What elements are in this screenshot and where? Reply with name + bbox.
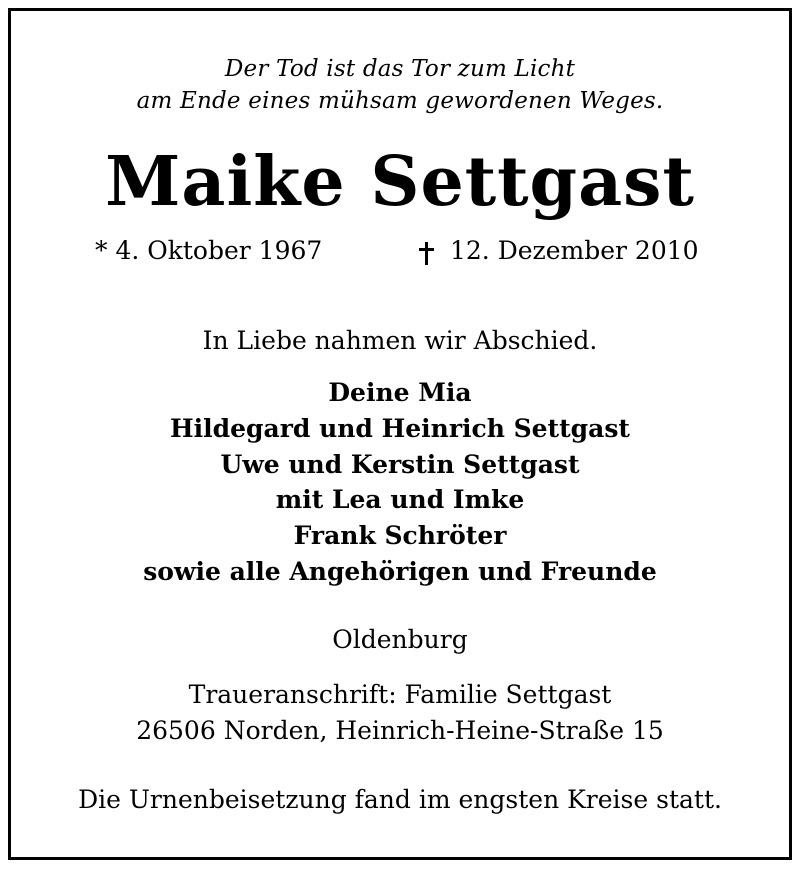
deceased-name: Maike Settgast: [105, 142, 695, 222]
motto-line-1: Der Tod ist das Tor zum Licht: [224, 56, 576, 82]
closing-text: Die Urnenbeisetzung fand im engsten Kreise statt.: [78, 785, 722, 814]
mourner-line: sowie alle Angehörigen und Freunde: [143, 557, 657, 586]
place-text: Oldenburg: [332, 625, 468, 654]
farewell-text: In Liebe nahmen wir Abschied.: [202, 326, 598, 355]
death-date: 12. Dezember 2010: [450, 236, 699, 265]
mourner-line: Uwe und Kerstin Settgast: [220, 450, 580, 479]
motto-line-2: am Ende eines mühsam gewordenen Weges.: [136, 88, 664, 114]
mourner-line: Frank Schröter: [293, 521, 507, 550]
mourner-line: Deine Mia: [328, 378, 472, 407]
cross-icon: [416, 242, 438, 266]
address-line-1: Traueranschrift: Familie Settgast: [188, 680, 612, 709]
birth-date: * 4. Oktober 1967: [95, 236, 323, 265]
mourner-line: mit Lea und Imke: [275, 485, 525, 514]
address-line-2: 26506 Norden, Heinrich-Heine-Straße 15: [136, 716, 664, 745]
mourner-line: Hildegard und Heinrich Settgast: [170, 414, 630, 443]
